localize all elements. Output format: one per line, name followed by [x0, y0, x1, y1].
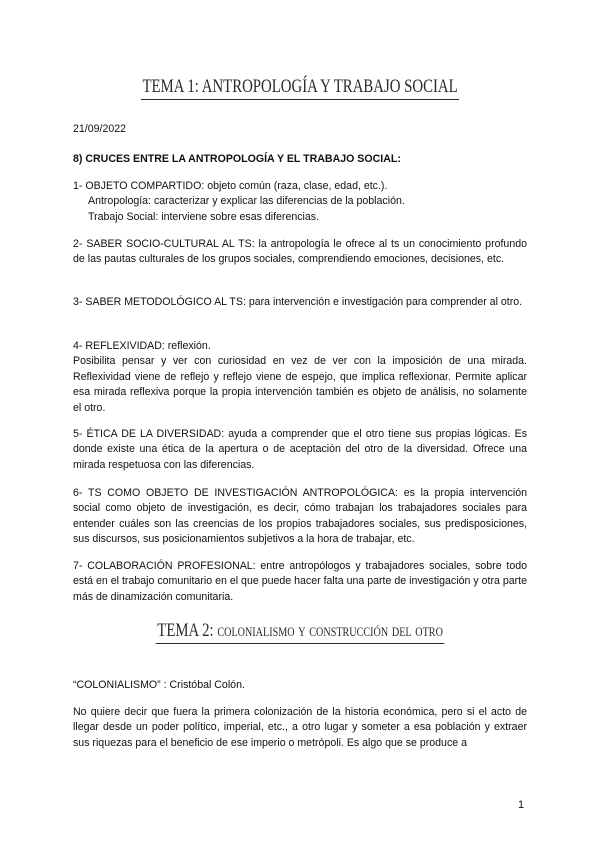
- page-number: 1: [518, 799, 525, 811]
- point-1: [73, 179, 527, 225]
- point-6: 6- TS COMO OBJETO DE INVESTIGACIÓN ANTROPOLÓGICA: es la propia intervención social como objeto de investigación, es decir, cómo trabajan los trabajadores sociales para entender cuáles son las creencias de los propios trabajadores sociales, sus predisposiciones, sus discursos, sus posicionamientos subjetivos a la hora de trabajar, etc.: [73, 487, 527, 546]
- point-1-antropologia: Antropología: caracterizar y explicar las diferencias de la población.: [88, 195, 405, 208]
- point-5: 5- ÉTICA DE LA DIVERSIDAD: ayuda a comprender que el otro tiene sus propias lógicas. Es donde existe una ética de la apertura o de aceptación del otro de la diversidad. Ofrece una mirada respetuosa con las diferencias.: [73, 428, 527, 471]
- page-title-tema-1: TEMA 1: ANTROPOLOGÍA Y TRABAJO SOCIAL: [0, 76, 600, 100]
- point-1-trabajo-social: Trabajo Social: interviene sobre esas diferencias.: [88, 210, 320, 223]
- point-1-title: 1- OBJETO COMPARTIDO: objeto común (raza, clase, edad, etc.).: [73, 180, 388, 192]
- page-title-tema-2: TEMA 2: colonialismo y construcción del otro: [0, 620, 600, 644]
- point-7: 7- COLABORACIÓN PROFESIONAL: entre antropólogos y trabajadores sociales, sobre todo está en el trabajo comunitario en el que puede hacer falta una parte de investigación y otra parte más de dinamización comunitaria.: [73, 560, 527, 603]
- point-4-title: 4- REFLEXIVIDAD: reflexión.: [73, 340, 211, 352]
- point-4-body: Posibilita pensar y ver con curiosidad en vez de ver con la imposición de una mirada. Reflexividad viene de reflejo y reflejo viene de espejo, que implica reflexionar. Permite aplicar esa mirada reflexiva porque la propia intervención también es objeto de análisis, no solamente el otro.: [73, 355, 527, 414]
- point-2: 2- SABER SOCIO-CULTURAL AL TS: la antropología le ofrece al ts un conocimiento profundo de las pautas culturales de los grupos sociales, comprendiendo emociones, decisiones, etc.: [73, 238, 527, 266]
- point-3: 3- SABER METODOLÓGICO AL TS: para intervención e investigación para comprender al otro.: [73, 296, 523, 308]
- colonialismo-paragraph: No quiere decir que fuera la primera colonización de la historia económica, pero si el acto de llegar desde un poder político, imperial, etc., a otro lugar y someter a esa población y extraer sus riquezas para el beneficio de ese imperio o metrópoli. Es algo que se produce a: [73, 706, 527, 749]
- point-4: [73, 339, 527, 416]
- date: 21/09/2022: [73, 123, 127, 135]
- section-heading: 8) CRUCES ENTRE LA ANTROPOLOGÍA Y EL TRABAJO SOCIAL:: [73, 153, 401, 165]
- colonialismo-line: “COLONIALISMO” : Cristóbal Colón.: [73, 679, 245, 691]
